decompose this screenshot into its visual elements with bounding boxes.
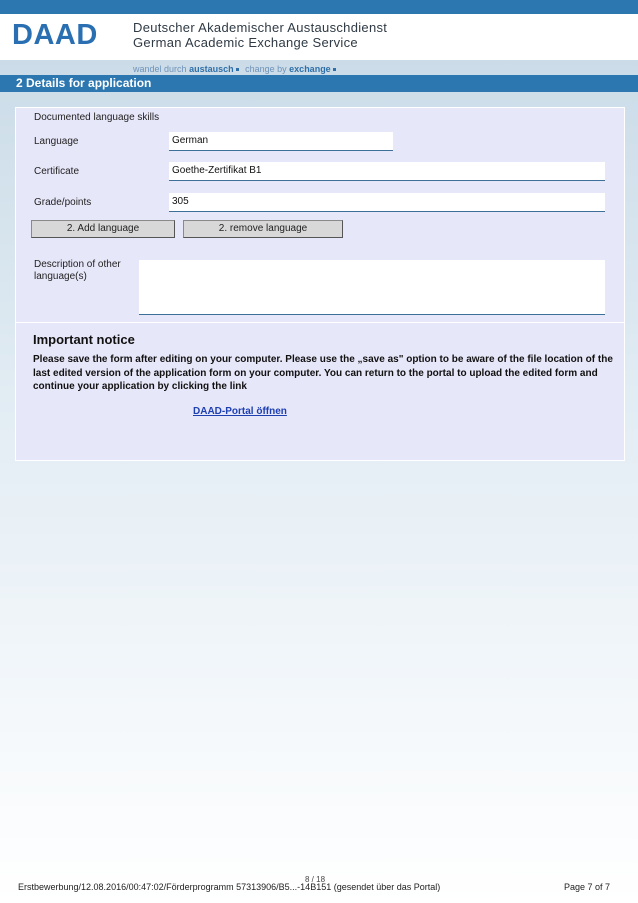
language-label: Language [34,136,79,147]
notice-text: Please save the form after editing on your computer. Please use the „save as" option to be aware of the file location of the last edited version of the application form on your computer. You can return to the portal to upload the edited form and continue your application by clicking the link [33,354,613,392]
notice-title: Important notice [33,332,135,347]
square-bullet-icon [333,68,336,71]
header [0,14,638,60]
tagline-text: wandel durch [133,64,187,74]
square-bullet-icon [236,68,239,71]
add-language-button[interactable]: 2. Add language [31,220,175,238]
description-textarea[interactable] [139,260,605,315]
language-skills-panel [15,107,625,323]
grade-label: Grade/points [34,197,92,208]
top-color-bar [0,0,638,14]
remove-language-button[interactable]: 2. remove language [183,220,343,238]
org-name-german: Deutscher Akademischer Austauschdienst [133,20,388,35]
daad-portal-link[interactable]: DAAD-Portal öffnen [193,406,287,417]
footer-page-number: Page 7 of 7 [563,882,610,892]
certificate-field[interactable]: Goethe-Zertifikat B1 [169,162,605,181]
daad-logo: DAAD [12,19,98,51]
language-field[interactable]: German [169,132,393,151]
important-notice-panel [15,322,625,461]
section-header-bar [0,75,638,92]
page-counter: 8 / 18 [305,875,326,884]
section-title: 2 Details for application [16,76,152,90]
footer-document-info: Erstbewerbung/12.08.2016/00:47:02/Förderprogramm 57313906/B5...-14B151 (gesendet über das Portal) [18,882,441,892]
org-name-english: German Academic Exchange Service [133,35,358,50]
certificate-label: Certificate [34,166,80,177]
panel-heading: Documented language skills [34,112,160,123]
tagline-text: change by [245,64,287,74]
grade-field[interactable]: 305 [169,193,605,212]
tagline-keyword: exchange [289,64,331,74]
tagline [133,64,340,74]
tagline-keyword: austausch [189,64,234,74]
description-label: Description of other language(s) [34,259,121,282]
